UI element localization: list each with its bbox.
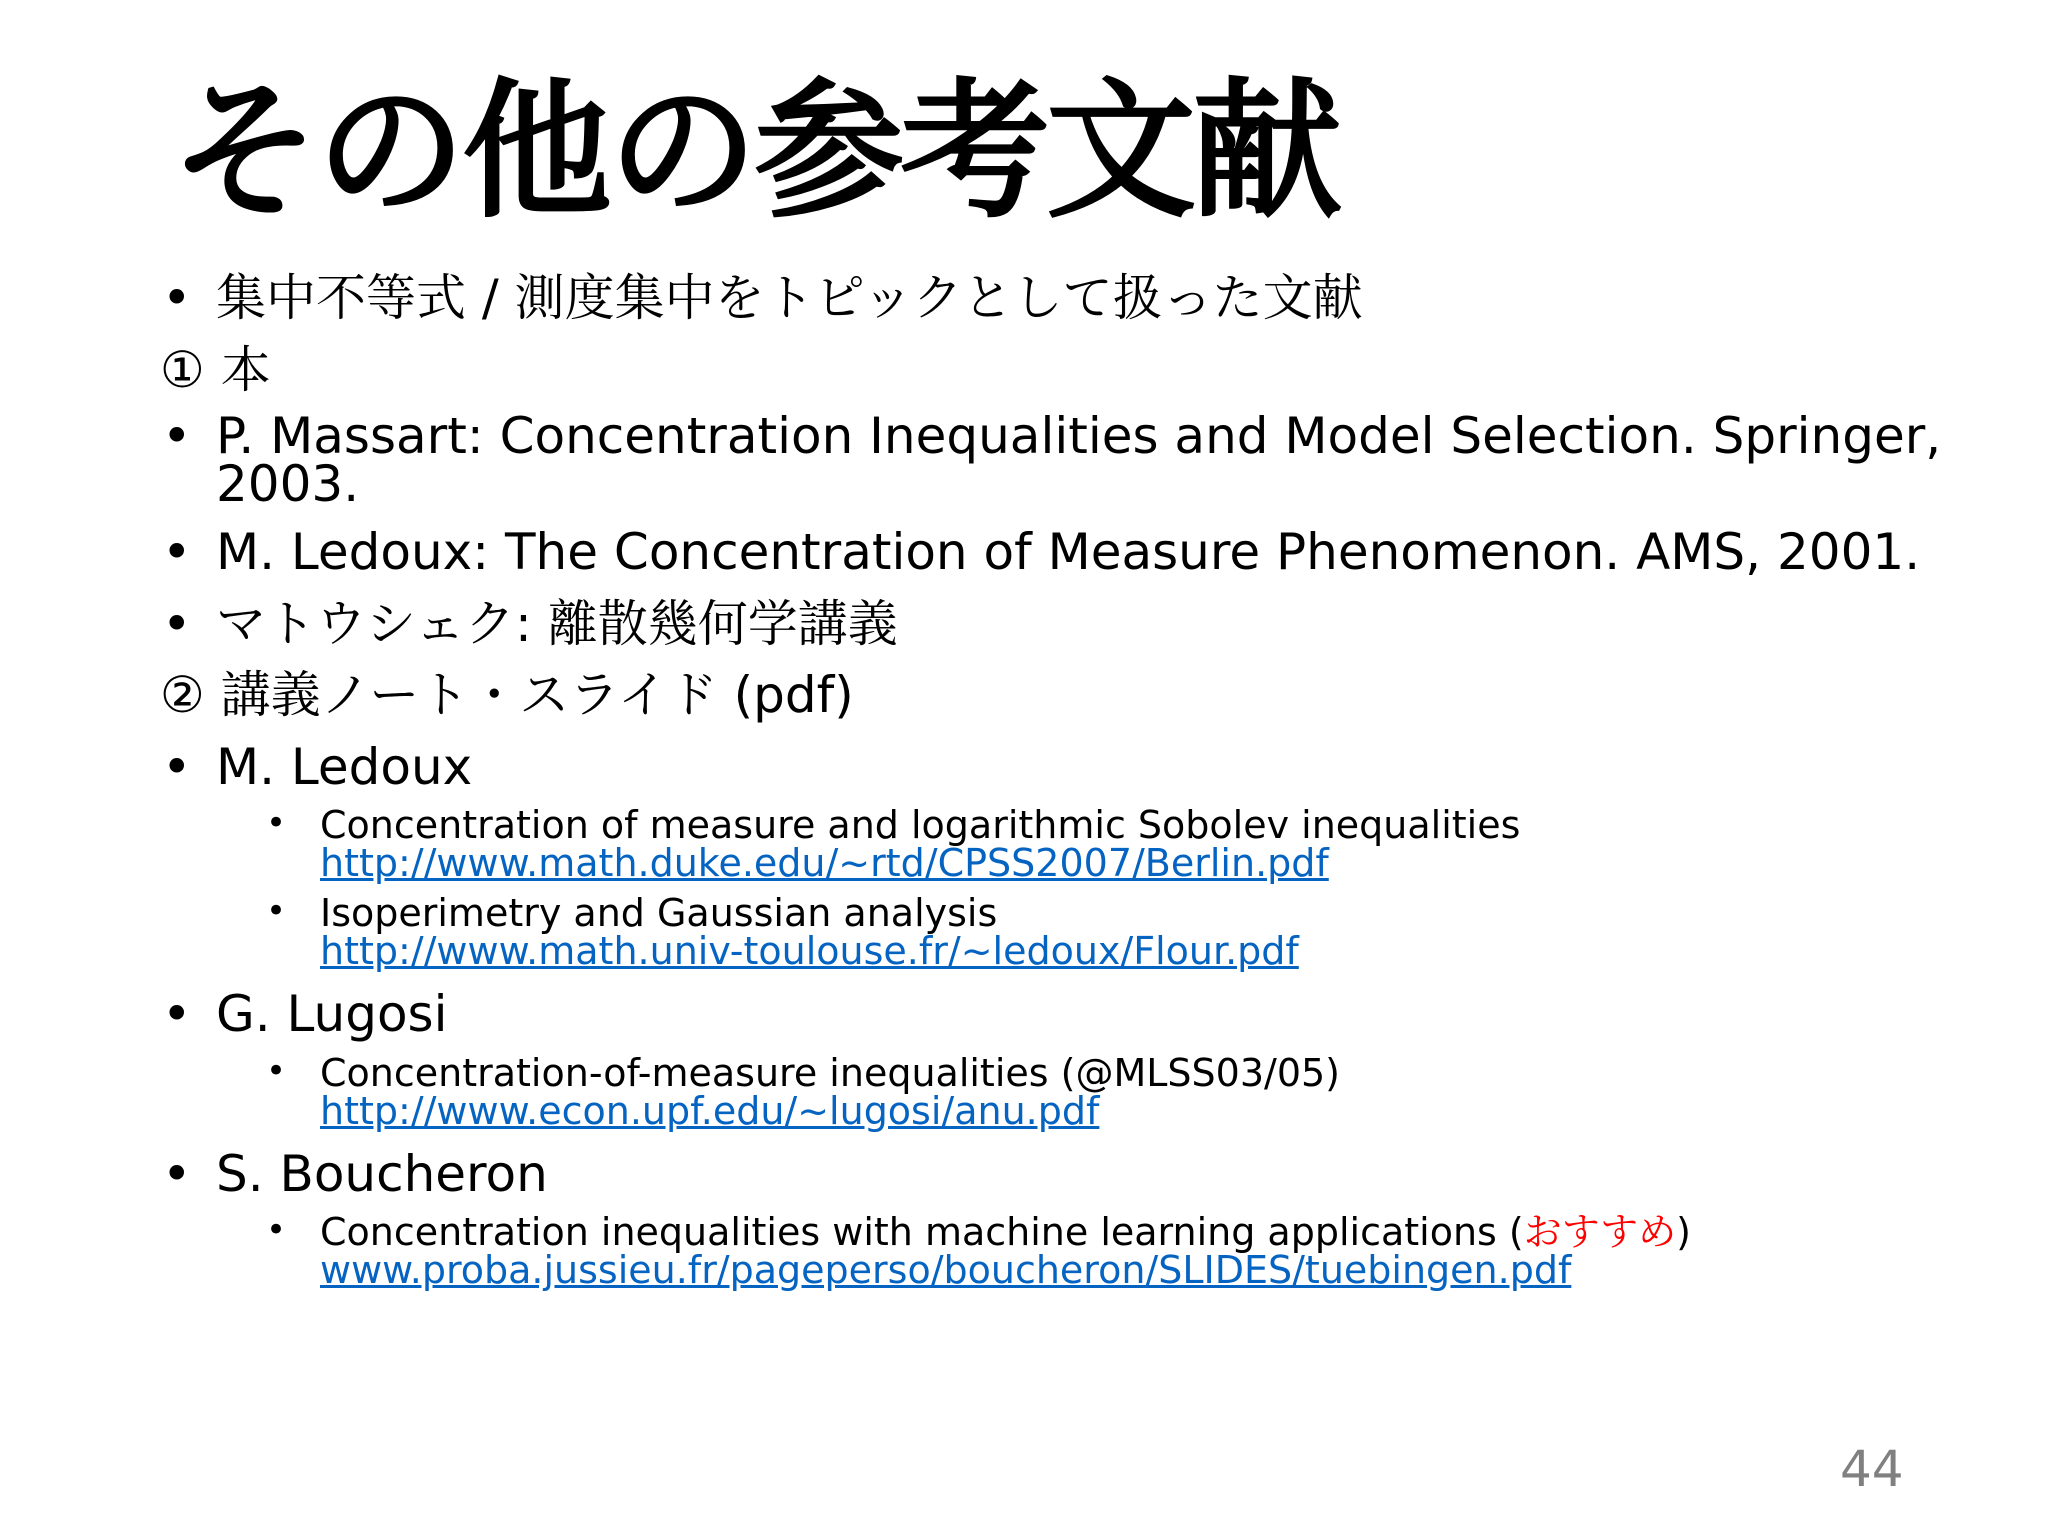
sub-bullet-icon: • bbox=[266, 891, 287, 931]
bullet-icon: • bbox=[162, 523, 192, 581]
ledoux-note-2 bbox=[160, 891, 1900, 973]
book-massart-line1: P. Massart: Concentration Inequalities and Model Selection. Springer, bbox=[216, 407, 1942, 465]
slide-content bbox=[160, 269, 1942, 1292]
recommend-label: おすすめ bbox=[1523, 1210, 1677, 1254]
section-books: ① 本 bbox=[160, 340, 271, 399]
lugosi-note-1-title: Concentration-of-measure inequalities (@MLSS03/05) bbox=[320, 1050, 1341, 1095]
slide-title: その他の参考文献 bbox=[170, 65, 1339, 239]
boucheron-note-1 bbox=[160, 1210, 1900, 1292]
ledoux-note-1-title: Concentration of measure and logarithmic Sobolev inequalities bbox=[320, 803, 1521, 847]
sub-bullet-icon: • bbox=[266, 1050, 287, 1091]
bullet-icon: • bbox=[162, 594, 192, 653]
bullet-author-lugosi bbox=[160, 986, 1900, 1044]
bullet-icon: • bbox=[162, 737, 192, 796]
boucheron-note-1-link[interactable]: www.proba.jussieu.fr/pageperso/boucheron/SLIDES/tuebingen.pdf bbox=[320, 1248, 1572, 1292]
bullet-icon: • bbox=[162, 1144, 192, 1203]
ledoux-note-2-title: Isoperimetry and Gaussian analysis bbox=[320, 891, 998, 935]
book-matousek-text: マトウシェク: 離散幾何学講義 bbox=[216, 594, 898, 653]
bullet-book-ledoux bbox=[160, 523, 1921, 582]
boucheron-note-1-title-post: ) bbox=[1676, 1210, 1691, 1254]
boucheron-note-1-title bbox=[320, 1210, 1900, 1254]
book-massart-line2: 2003. bbox=[216, 454, 360, 513]
ledoux-note-1-link[interactable]: http://www.math.duke.edu/~rtd/CPSS2007/Berlin.pdf bbox=[320, 841, 1329, 885]
bullet-icon: • bbox=[162, 407, 192, 465]
topic-text: 集中不等式 / 測度集中をトピックとして扱った文献 bbox=[216, 269, 1363, 327]
author-lugosi: G. Lugosi bbox=[216, 985, 448, 1043]
sub-bullet-icon: • bbox=[266, 803, 287, 843]
bullet-author-boucheron bbox=[160, 1146, 1900, 1204]
bullet-icon: • bbox=[162, 985, 192, 1043]
lugosi-note-1 bbox=[160, 1050, 1900, 1133]
sub-bullet-icon: • bbox=[266, 1210, 287, 1250]
bullet-book-matousek bbox=[160, 596, 1900, 654]
author-boucheron: S. Boucheron bbox=[216, 1144, 548, 1203]
bullet-topic bbox=[160, 270, 1900, 328]
ledoux-note-1 bbox=[160, 803, 1900, 885]
boucheron-note-1-title-pre: Concentration inequalities with machine learning applications ( bbox=[320, 1210, 1524, 1254]
page-number: 44 bbox=[1840, 1440, 1904, 1498]
bullet-icon: • bbox=[162, 269, 192, 327]
author-ledoux: M. Ledoux bbox=[216, 737, 473, 796]
book-ledoux-text: M. Ledoux: The Concentration of Measure Phenomenon. AMS, 2001. bbox=[216, 523, 1921, 581]
ledoux-note-2-link[interactable]: http://www.math.univ-toulouse.fr/~ledoux/Flour.pdf bbox=[320, 929, 1299, 973]
bullet-author-ledoux bbox=[160, 739, 1900, 797]
section-lecture-notes: ② 講義ノート・スライド (pdf) bbox=[160, 666, 854, 724]
bullet-book-massart bbox=[160, 407, 1942, 513]
lugosi-note-1-link[interactable]: http://www.econ.upf.edu/~lugosi/anu.pdf bbox=[320, 1088, 1100, 1133]
